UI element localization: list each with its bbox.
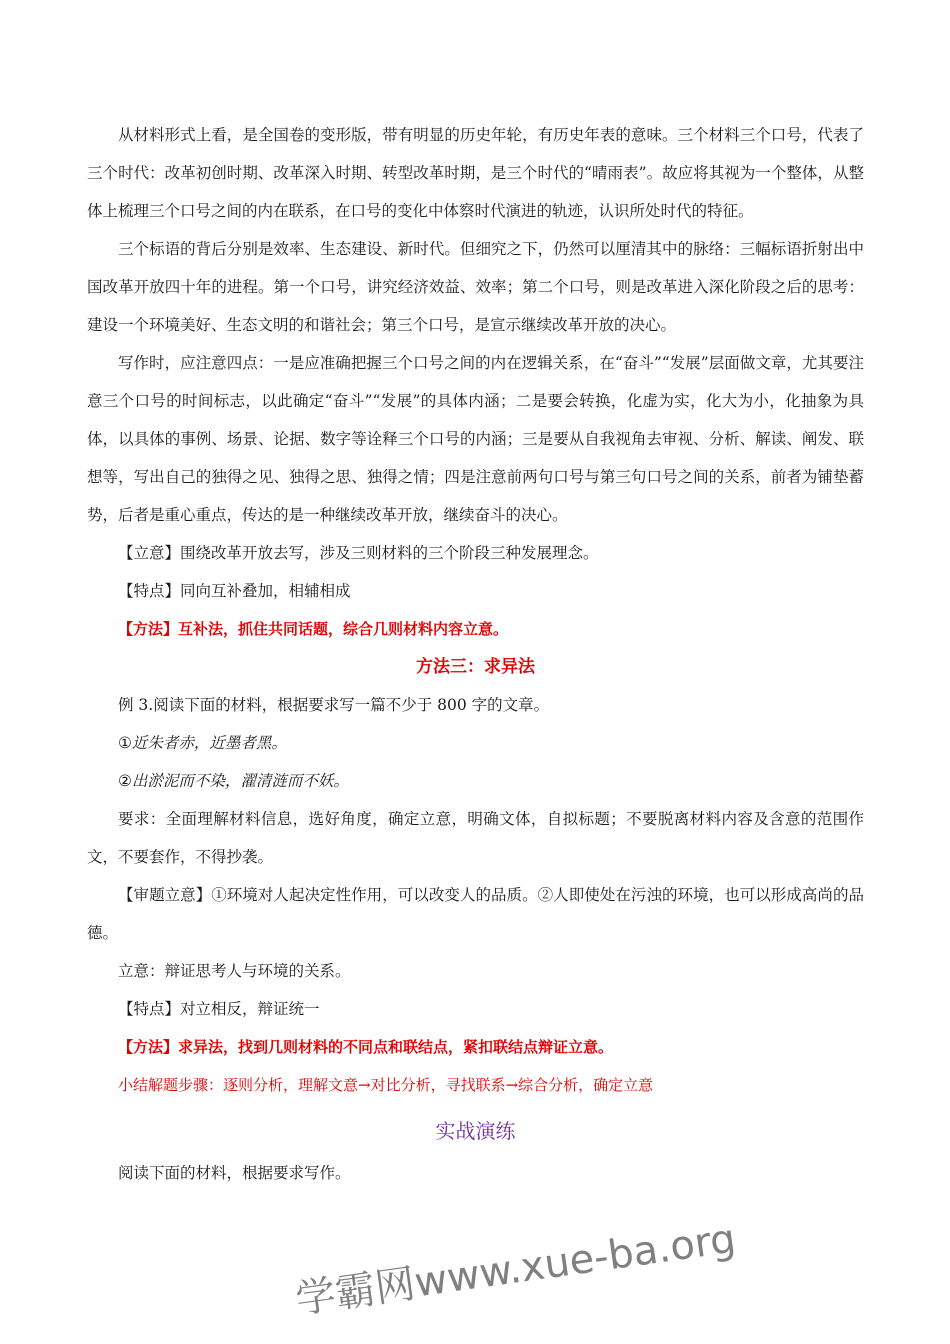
material-item-2 [87,762,864,800]
practice-title: 实战演练 [435,1119,516,1143]
paragraph-writing-tips: 写作时，应注意四点：一是应准确把握三个口号之间的内在逻辑关系，在“奋斗”“发展”层面做文章，尤其要注意三个口号的时间标志，以此确定“奋斗”“发展”的具体内涵；二是要会转换，化虚为实，化大为小，化抽象为具体，以具体的事例、场景、论据、数字等诠释三个口号的内涵；三是要从自我视角去审视、分析、解读、阐发、联想等，写出自己的独得之见、独得之思、独得之情；四是注意前两句口号与第三句口号之间的关系，前者为铺垫蓄势，后者是重心重点，传达的是一种继续改革开放，继续奋斗的决心。 [87,354,864,524]
paragraph-tedian: 【特点】同向互补叠加，相辅相成 [118,582,351,600]
requirement-text: 要求：全面理解材料信息，选好角度，确定立意，明确文体，自拟标题；不要脱离材料内容及含意的范围作文，不要套作，不得抄袭。 [87,810,864,866]
item-text-1: 近朱者赤，近墨者黑。 [131,734,287,752]
site-watermark: 学霸网www.xue-ba.org [292,1215,739,1324]
paragraph-material-form: 从材料形式上看，是全国卷的变形版，带有明显的历史年轮，有历史年表的意味。三个材料三个口号，代表了三个时代：改革初创时期、改革深入时期、转型改革时期，是三个时代的“晴雨表”。故应将其视为一个整体，从整体上梳理三个口号之间的内在联系，在口号的变化中体察时代演进的轨迹，认识所处时代的特征。 [87,126,864,220]
item-text-2: 出淤泥而不染，濯清涟而不妖。 [131,772,349,790]
review-idea-text: 【审题立意】①环境对人起决定性作用，可以改变人的品质。②人即使处在污浊的环境，也可以形成高尚的品德。 [87,886,864,942]
document-body [87,116,864,1192]
practice-intro: 阅读下面的材料，根据要求写作。 [118,1164,351,1182]
paragraph-lizhi: 【立意】围绕改革开放去写，涉及三则材料的三个阶段三种发展理念。 [118,544,599,562]
paragraph-method-complement: 【方法】互补法，抓住共同话题，综合几则材料内容立意。 [118,620,509,638]
idea-text: 立意：辩证思考人与环境的关系。 [118,962,351,980]
summary-steps: 小结解题步骤：逐则分析，理解文意→对比分析，寻找联系→综合分析，确定立意 [118,1076,654,1094]
feature-text: 【特点】对立相反，辩证统一 [118,1000,320,1018]
material-item-1 [87,724,864,762]
method-difference: 【方法】求异法，找到几则材料的不同点和联结点，紧扣联结点辩证立意。 [118,1038,614,1056]
example-prompt: 例 3.阅读下面的材料，根据要求写一篇不少于 800 字的文章。 [118,696,550,714]
item-number-1: ① [118,734,132,752]
section-title-method3: 方法三：求异法 [416,657,535,677]
paragraph-slogans: 三个标语的背后分别是效率、生态建设、新时代。但细究之下，仍然可以厘清其中的脉络：三幅标语折射出中国改革开放四十年的进程。第一个口号，讲究经济效益、效率；第二个口号，则是改革进入深化阶段之后的思考：建设一个环境美好、生态文明的和谐社会；第三个口号，是宣示继续改革开放的决心。 [87,240,864,334]
item-number-2: ② [118,772,132,790]
